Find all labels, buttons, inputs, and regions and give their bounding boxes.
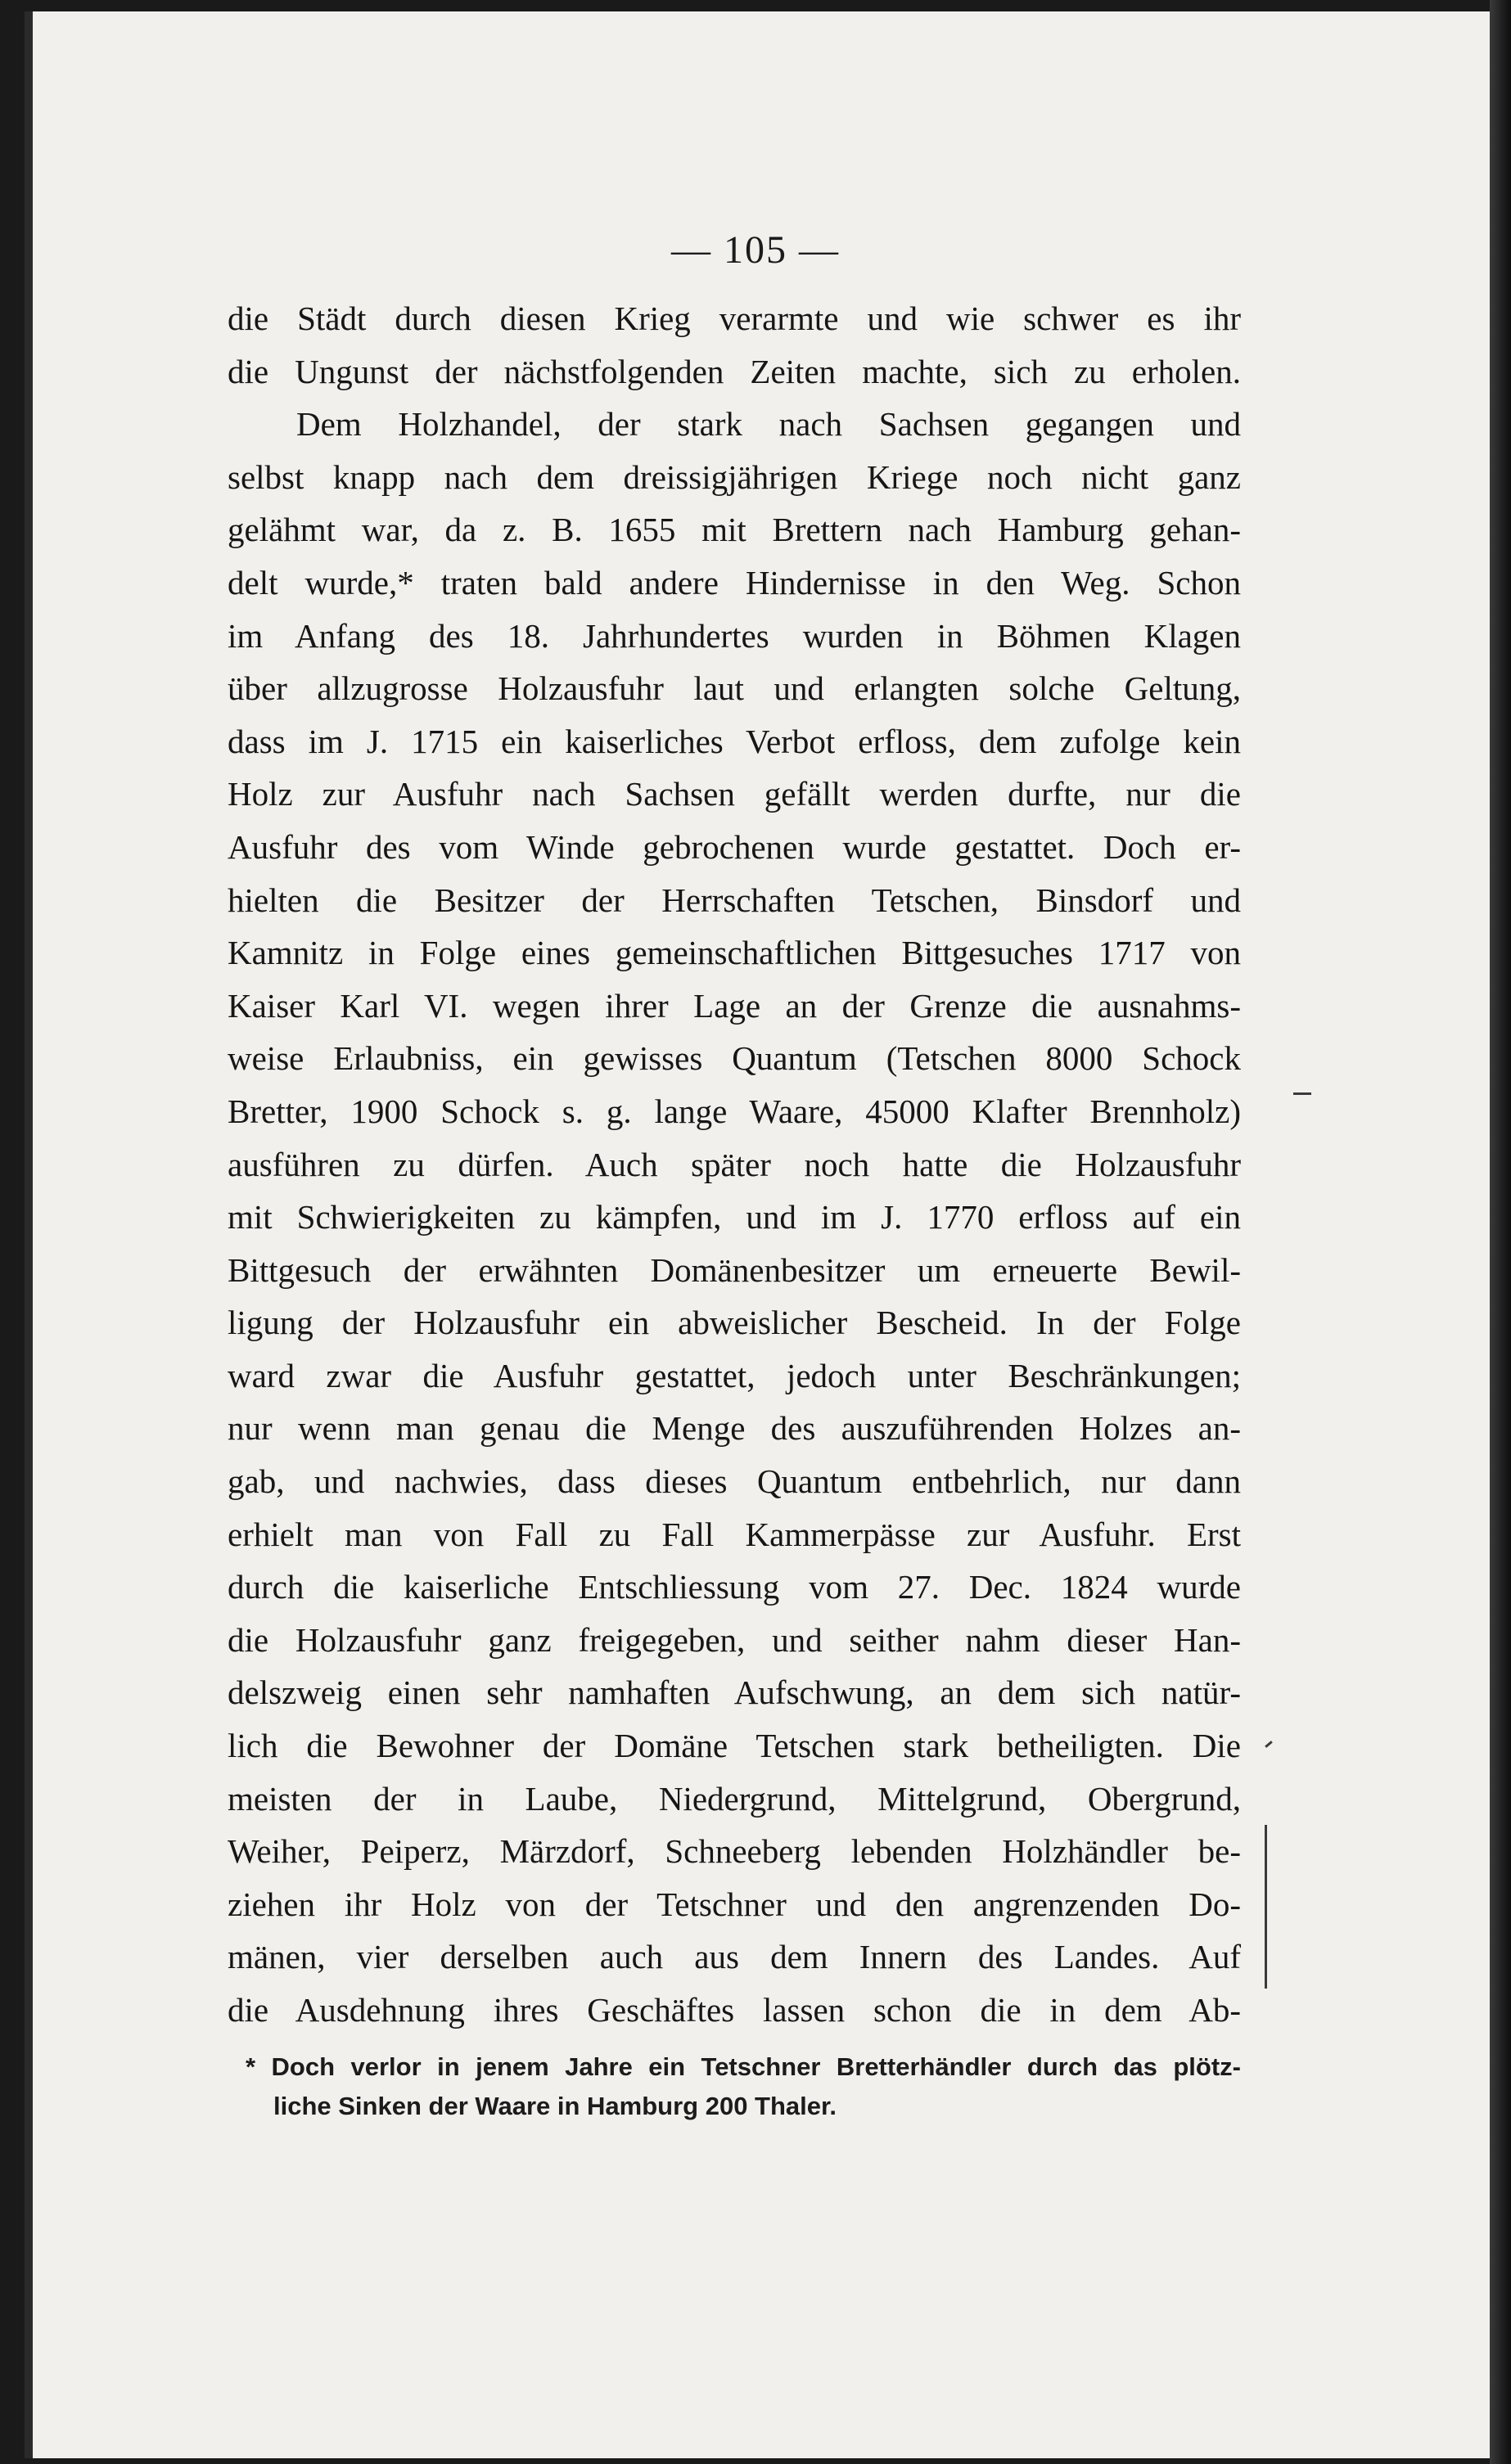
text-line: die Holzausfuhr ganz freigegeben, und seither nahm dieser Han- (228, 1620, 1241, 1659)
text-line: selbst knapp nach dem dreissigjährigen Kriege noch nicht ganz (228, 457, 1241, 496)
text-line: nur wenn man genau die Menge des auszuführenden Holzes an- (228, 1409, 1241, 1448)
text-line: Bretter, 1900 Schock s. g. lange Waare, 45000 Klafter Brennholz) (228, 1092, 1241, 1130)
footnote (246, 2047, 1241, 2126)
text-line: die Städt durch diesen Krieg verarmte und wie schwer es ihr (228, 300, 1241, 337)
text-line: die Ausdehnung ihres Geschäftes lassen schon die in dem Ab- (228, 1991, 1241, 2029)
text-line: Kaiser Karl VI. wegen ihrer Lage an der Grenze die ausnahms- (228, 986, 1241, 1025)
footnote-line: liche Sinken der Waare in Hamburg 200 Thaler. (273, 2092, 837, 2120)
page-number: — 105 — (671, 228, 840, 272)
page-edge-shadow (1490, 0, 1511, 2464)
text-line: Kamnitz in Folge eines gemeinschaftlichen Bittgesuches 1717 von (228, 934, 1241, 972)
text-line: ligung der Holzausfuhr ein abweislicher Bescheid. In der Folge (228, 1304, 1241, 1342)
text-line: delt wurde,* traten bald andere Hindernisse in den Weg. Schon (228, 563, 1241, 601)
text-line: Ausfuhr des vom Winde gebrochenen wurde gestattet. Doch er- (228, 827, 1241, 866)
text-line: die Ungunst der nächstfolgenden Zeiten machte, sich zu erholen. (228, 352, 1241, 390)
text-line: weise Erlaubniss, ein gewisses Quantum (Tetschen 8000 Schock (228, 1039, 1241, 1078)
text-line: gab, und nachwies, dass dieses Quantum entbehrlich, nur dann (228, 1462, 1241, 1501)
text-line: dass im J. 1715 ein kaiserliches Verbot erfloss, dem zufolge kein (228, 722, 1241, 760)
text-line: erhielt man von Fall zu Fall Kammerpässe zur Ausfuhr. Erst (228, 1515, 1241, 1553)
text-line: Holz zur Ausfuhr nach Sachsen gefällt werden durfte, nur die (228, 775, 1241, 813)
text-line: mit Schwierigkeiten zu kämpfen, und im J. 1770 erfloss auf ein (228, 1198, 1241, 1237)
text-line: ziehen ihr Holz von der Tetschner und den angrenzenden Do- (228, 1885, 1241, 1923)
text-line: delszweig einen sehr namhaften Aufschwung, an dem sich natür- (228, 1673, 1241, 1712)
text-line: mänen, vier derselben auch aus dem Innern des Landes. Auf (228, 1938, 1241, 1976)
margin-pencil-mark (1293, 1092, 1311, 1095)
text-line: im Anfang des 18. Jahrhundertes wurden in Böhmen Klagen (228, 616, 1241, 655)
footnote-line: * Doch verlor in jenem Jahre ein Tetschner Bretterhändler durch das plötz- (246, 2052, 1241, 2081)
text-line: durch die kaiserliche Entschliessung vom 27. Dec. 1824 wurde (228, 1568, 1241, 1606)
text-line: ward zwar die Ausfuhr gestattet, jedoch unter Beschränkungen; (228, 1356, 1241, 1394)
text-line: Dem Holzhandel, der stark nach Sachsen gegangen und (296, 405, 1241, 444)
text-line: Weiher, Peiperz, Märzdorf, Schneeberg lebenden Holzhändler be- (228, 1832, 1241, 1871)
text-line: Bittgesuch der erwähnten Domänenbesitzer um erneuerte Bewil- (228, 1250, 1241, 1289)
margin-pencil-mark (1265, 1825, 1267, 1989)
text-line: hielten die Besitzer der Herrschaften Tetschen, Binsdorf und (228, 881, 1241, 919)
body-text (228, 292, 1241, 2037)
text-line: gelähmt war, da z. B. 1655 mit Brettern nach Hamburg gehan- (228, 511, 1241, 549)
text-line: meisten der in Laube, Niedergrund, Mittelgrund, Obergrund, (228, 1779, 1241, 1818)
text-line: lich die Bewohner der Domäne Tetschen stark betheiligten. Die (228, 1727, 1241, 1765)
text-line: über allzugrosse Holzausfuhr laut und erlangten solche Geltung, (228, 669, 1241, 708)
text-line: ausführen zu dürfen. Auch später noch hatte die Holzausfuhr (228, 1145, 1241, 1183)
